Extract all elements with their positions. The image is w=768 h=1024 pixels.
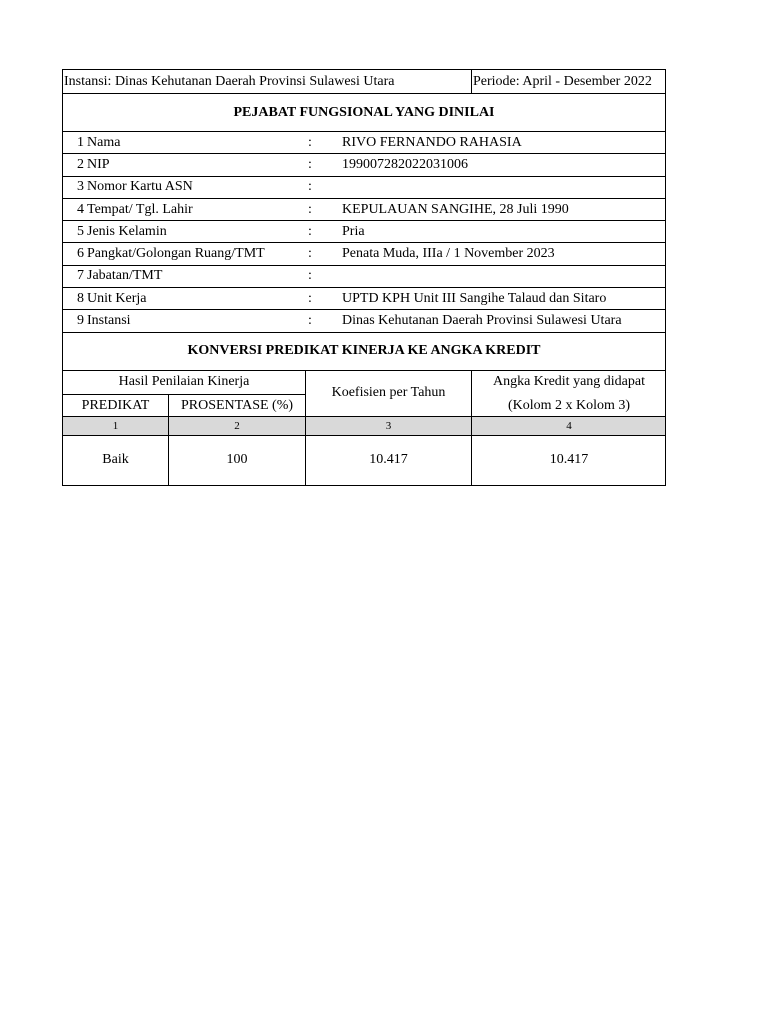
field-value: Dinas Kehutanan Daerah Provinsi Sulawesi Utara bbox=[342, 313, 622, 329]
koefisien-header: Koefisien per Tahun bbox=[331, 385, 446, 401]
periode-header: Periode: April - Desember 2022 bbox=[473, 73, 652, 89]
predikat-value: Baik bbox=[102, 452, 129, 468]
field-value: RIVO FERNANDO RAHASIA bbox=[342, 134, 522, 150]
field-row bbox=[62, 243, 666, 265]
assessment-sheet bbox=[62, 69, 666, 486]
field-separator: : bbox=[308, 268, 312, 284]
field-row bbox=[62, 288, 666, 310]
header-row bbox=[62, 69, 666, 94]
field-value: 199007282022031006 bbox=[342, 156, 468, 172]
field-number: 8 bbox=[77, 290, 84, 306]
field-separator: : bbox=[308, 179, 312, 195]
field-number: 9 bbox=[77, 313, 84, 329]
field-number: 6 bbox=[77, 246, 84, 262]
field-row bbox=[62, 310, 666, 332]
field-label: Pangkat/Golongan Ruang/TMT bbox=[87, 246, 265, 262]
hasil-penilaian-header: Hasil Penilaian Kinerja bbox=[118, 374, 250, 390]
field-number: 4 bbox=[77, 201, 84, 217]
angka-kredit-subheader: (Kolom 2 x Kolom 3) bbox=[507, 397, 631, 413]
field-separator: : bbox=[308, 290, 312, 306]
field-number: 7 bbox=[77, 268, 84, 284]
konversi-title: KONVERSI PREDIKAT KINERJA KE ANGKA KREDIT bbox=[187, 343, 541, 359]
col-number-1: 1 bbox=[112, 419, 119, 432]
field-separator: : bbox=[308, 156, 312, 172]
field-row bbox=[62, 221, 666, 243]
field-number: 3 bbox=[77, 179, 84, 195]
field-separator: : bbox=[308, 201, 312, 217]
field-label: Instansi bbox=[87, 313, 131, 329]
field-label: Jabatan/TMT bbox=[87, 268, 163, 284]
field-separator: : bbox=[308, 223, 312, 239]
pejabat-fields bbox=[62, 132, 666, 333]
field-number: 2 bbox=[77, 156, 84, 172]
field-row bbox=[62, 132, 666, 154]
field-value: UPTD KPH Unit III Sangihe Talaud dan Sitaro bbox=[342, 290, 607, 306]
field-value: Pria bbox=[342, 223, 365, 239]
field-value: KEPULAUAN SANGIHE, 28 Juli 1990 bbox=[342, 201, 569, 217]
field-row bbox=[62, 177, 666, 199]
field-label: Tempat/ Tgl. Lahir bbox=[87, 201, 193, 217]
field-separator: : bbox=[308, 313, 312, 329]
predikat-header: PREDIKAT bbox=[81, 397, 150, 413]
col-number-2: 2 bbox=[234, 419, 240, 432]
field-number: 1 bbox=[77, 134, 84, 150]
field-label: Nomor Kartu ASN bbox=[87, 179, 193, 195]
konversi-header bbox=[62, 371, 666, 417]
prosentase-header: PROSENTASE (%) bbox=[180, 397, 294, 413]
koefisien-value: 10.417 bbox=[369, 452, 408, 468]
angka-kredit-value: 10.417 bbox=[549, 452, 589, 468]
field-value: Penata Muda, IIIa / 1 November 2023 bbox=[342, 246, 555, 262]
angka-kredit-header: Angka Kredit yang didapat bbox=[492, 374, 645, 390]
field-value bbox=[342, 266, 662, 287]
field-row bbox=[62, 266, 666, 288]
field-separator: : bbox=[308, 134, 312, 150]
field-label: Unit Kerja bbox=[87, 290, 147, 306]
field-label: Jenis Kelamin bbox=[87, 223, 167, 239]
field-value bbox=[342, 177, 662, 198]
field-row bbox=[62, 154, 666, 176]
col-number-4: 4 bbox=[566, 419, 572, 432]
field-separator: : bbox=[308, 246, 312, 262]
section-title-pejabat bbox=[62, 94, 666, 132]
field-row bbox=[62, 199, 666, 221]
field-number: 5 bbox=[77, 223, 84, 239]
pejabat-title: PEJABAT FUNGSIONAL YANG DINILAI bbox=[233, 104, 495, 120]
prosentase-value: 100 bbox=[226, 452, 248, 468]
field-label: Nama bbox=[87, 134, 121, 150]
section-title-konversi bbox=[62, 333, 666, 371]
field-label: NIP bbox=[87, 156, 110, 172]
column-number-row bbox=[62, 417, 666, 436]
col-number-3: 3 bbox=[385, 419, 392, 432]
konversi-data-row bbox=[62, 436, 666, 486]
instansi-header: Instansi: Dinas Kehutanan Daerah Provinsi Sulawesi Utara bbox=[64, 73, 395, 89]
